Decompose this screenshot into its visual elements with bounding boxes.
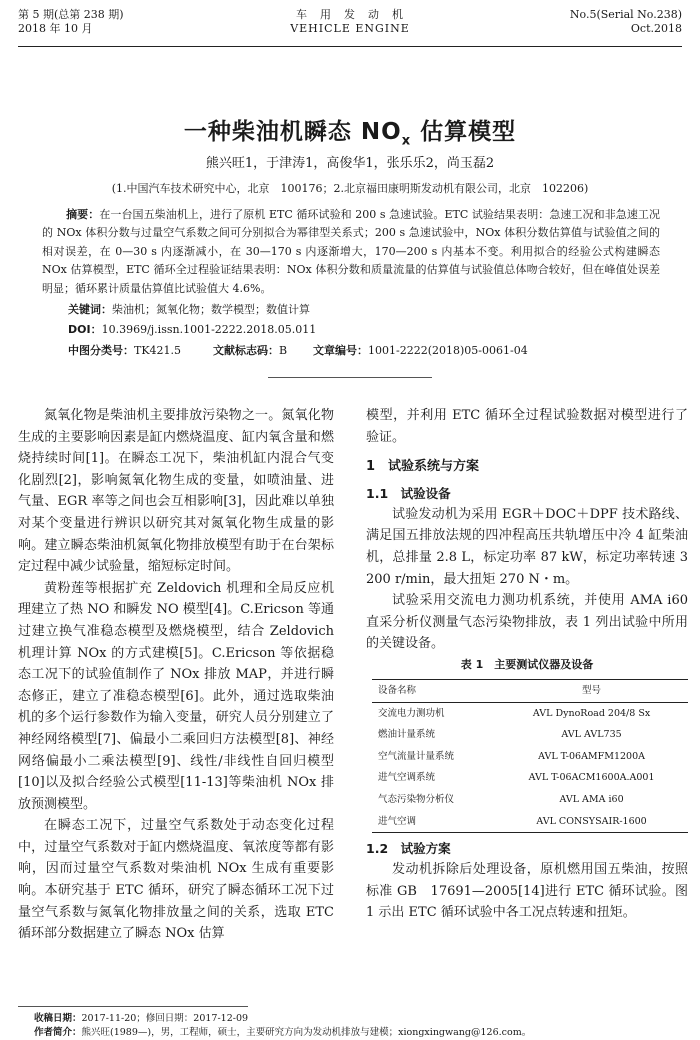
paragraph: 模型，并利用 ETC 循环全过程试验数据对模型进行了验证。 <box>366 408 688 445</box>
serial-number: No.5(Serial No.238) <box>569 8 682 21</box>
authors: 熊兴旺1，于津涛1，高俊华1，张乐乐2，尚玉磊2 <box>205 156 495 171</box>
table-cell: AVL DynoRoad 204/8 Sx <box>532 707 651 719</box>
affiliation: (1.中国汽车技术研究中心，北京 100176；2.北京福田康明斯发动机有限公司，北京 102206) <box>111 182 589 195</box>
table-cell: 气态污染物分析仪 <box>378 793 455 805</box>
table-cell: AVL T-06ACM1600A.A001 <box>528 772 655 784</box>
classification <box>68 343 528 359</box>
header-rule <box>18 46 682 47</box>
table-cell: AVL T-06AMFM1200A <box>538 750 646 762</box>
table-cell: AVL AMA i60 <box>559 793 624 805</box>
table-row <box>372 789 688 811</box>
keywords-text: 柴油机；氮氧化物；数学模型；数值计算 <box>112 303 310 316</box>
clc-label: 中图分类号： <box>68 344 134 357</box>
title-subscript: x <box>401 133 412 149</box>
subsection-heading: 1.2 试验方案 <box>366 841 451 857</box>
paragraph: 黄粉莲等根据扩充 Zeldovich 机理和全局反应机理建立了热 NO 和瞬发 NO 模型[4]。C.Ericson 等通过建立换气准稳态模型及燃烧模型，结合 Zeldovich 机理计算 NOx 的方式建模[5]。C.Ericson 等依据稳态工况下的试验值制作了 NOx 排放 MAP，并进行瞬态修正，建立了准稳态模型[6]。此外，通过选取柴油机的多个运行参数作为输入变量，研究人员分别建立了神经网络模型[7]、偏最小二乘回归方法模型[8]、神经网络偏最小二乘法模型[9]、线性/非线性自回归模型[10]以及拟合经验公式模型[11-13]等柴油机 NOx 排放预测模型。 <box>18 580 334 812</box>
clc-code: TK421.5 <box>134 344 182 357</box>
table-row <box>372 724 688 746</box>
paragraph: 发动机拆除后处理设备，原机燃用国五柴油，按照标准 GB 17691—2005[14]进行 ETC 循环试验。图 1 示出 ETC 循环试验中各工况点转速和扭矩。 <box>366 862 688 921</box>
abstract-separator <box>268 377 432 378</box>
right-column <box>366 405 688 924</box>
table-header-cell: 设备名称 <box>372 679 495 702</box>
abstract <box>42 206 660 298</box>
table-cell: 进气空调系统 <box>378 772 436 784</box>
keywords <box>68 302 310 318</box>
issue-number: 第 5 期(总第 238 期) <box>18 8 124 21</box>
journal-name-en: VEHICLE ENGINE <box>290 22 410 35</box>
article-label: 文章编号： <box>313 344 368 357</box>
article-number: 1001-2222(2018)05-0061-04 <box>368 344 528 357</box>
left-column <box>18 405 334 945</box>
paragraph: 在瞬态工况下，过量空气系数处于动态变化过程中，过量空气系数对于缸内燃烧温度、氧浓度等都有影响，因而过量空气系数对柴油机 NOx 生成有重要影响。本研究基于 ETC 循环，研究了瞬态循环工况下过量空气系数与氮氧化物排放量之间的关系，选取 ETC 循环部分数据建立了瞬态 NOx 估算 <box>18 818 334 942</box>
paragraph: 试验发动机为采用 EGR＋DOC＋DPF 技术路线、满足国五排放法规的四冲程高压共轨增压中冷 4 缸柴油机，总排量 2.8 L，标定功率 87 kW，标定功率转速 3 200 r/min，最大扭矩 270 N・m。 <box>366 506 688 587</box>
table-cell: 燃油计量系统 <box>378 729 436 741</box>
section-heading: 1 试验系统与方案 <box>366 459 480 475</box>
paper-title <box>0 113 700 149</box>
doc-label: 文献标志码： <box>213 344 279 357</box>
table-cell: AVL AVL735 <box>561 729 622 741</box>
author-bio-label: 作者简介： <box>34 1027 82 1038</box>
table-row <box>372 811 688 833</box>
doi-label: DOI： <box>68 323 102 336</box>
abstract-text: 在一台国五柴油机上，进行了原机 ETC 循环试验和 200 s 急速试验。ETC 试验结果表明：急速工况和非急速工况的 NOx 体积分数与过量空气系数之间可分别拟合为幂律型关系式；200 s 急速试验中，NOx 体积分数估算值与试验值之间的相对误差，在 0—30 s 内逐渐减小，在 30—170 s 内逐渐增大，170—200 s 内基本不变。利用拟合的经验公式构建瞬态 NOx 估算模型，ETC 循环全过程验证结果表明：NOx 体积分数和质量流量的估算值与试验值总体吻合较好，但在峰值处误差明显；循环累计质量估算值比试验值大 4.6%。 <box>42 208 661 295</box>
keywords-label: 关键词： <box>68 303 112 316</box>
table-cell: 交流电力测功机 <box>378 707 445 719</box>
received-dates <box>34 1012 248 1025</box>
table-cell: AVL CONSYSAIR-1600 <box>495 811 688 833</box>
table-cell: 空气流量计量系统 <box>378 750 455 762</box>
instrument-table <box>372 679 688 833</box>
paragraph: 氮氧化物是柴油机主要排放污染物之一。氮氧化物生成的主要影响因素是缸内燃烧温度、缸内氧含量和燃烧持续时间[1]。在瞬态工况下，柴油机缸内混合气变化剧烈[2]，影响氮氧化物生成的变量，如喷油量、进气量、EGR 率等之间也会互相影响[3]，因此难以单独对某个变量进行辨识以研究其对氮氧化物生成量的影响。建立瞬态柴油机氮氧化物排放模型有助于在台架标定过程中减少试验量，缩短标定时间。 <box>18 408 334 575</box>
table-row <box>372 702 688 724</box>
issue-date: 2018 年 10 月 <box>18 22 93 35</box>
table-row <box>372 746 688 768</box>
doi <box>68 322 316 338</box>
serial-info <box>570 8 682 36</box>
doi-link[interactable]: 10.3969/j.issn.1001-2222.2018.05.011 <box>101 323 317 336</box>
table-caption: 表 1 主要测试仪器及设备 <box>460 657 594 671</box>
table-header-cell: 型号 <box>495 679 688 702</box>
subsection-heading: 1.1 试验设备 <box>366 485 451 501</box>
journal-name-cn: 车 用 发 动 机 <box>296 8 404 21</box>
abstract-label: 摘要： <box>66 208 100 221</box>
paragraph: 试验采用交流电力测功机系统，并使用 AMA i60 直采分析仪测量气态污染物排放，表 1 列出试验中所用的关键设备。 <box>366 593 688 652</box>
author-bio <box>34 1026 531 1039</box>
dates-text: 2017-11-20；修回日期：2017-12-09 <box>81 1013 249 1024</box>
author-bio-text: 熊兴旺(1989—)，男，工程师，硕士，主要研究方向为发动机排放与建模；xiongxingwang@126.com。 <box>81 1027 532 1038</box>
footnote-rule <box>18 1006 248 1007</box>
table-header-row <box>372 679 688 702</box>
table-row <box>372 767 688 789</box>
title-main: 一种柴油机瞬态 NO <box>183 119 402 145</box>
title-tail: 估算模型 <box>411 119 517 145</box>
serial-date: Oct.2018 <box>630 22 682 35</box>
table-cell: 进气空调 <box>372 811 495 833</box>
doc-code: B <box>279 344 288 357</box>
dates-label: 收稿日期： <box>34 1013 82 1024</box>
